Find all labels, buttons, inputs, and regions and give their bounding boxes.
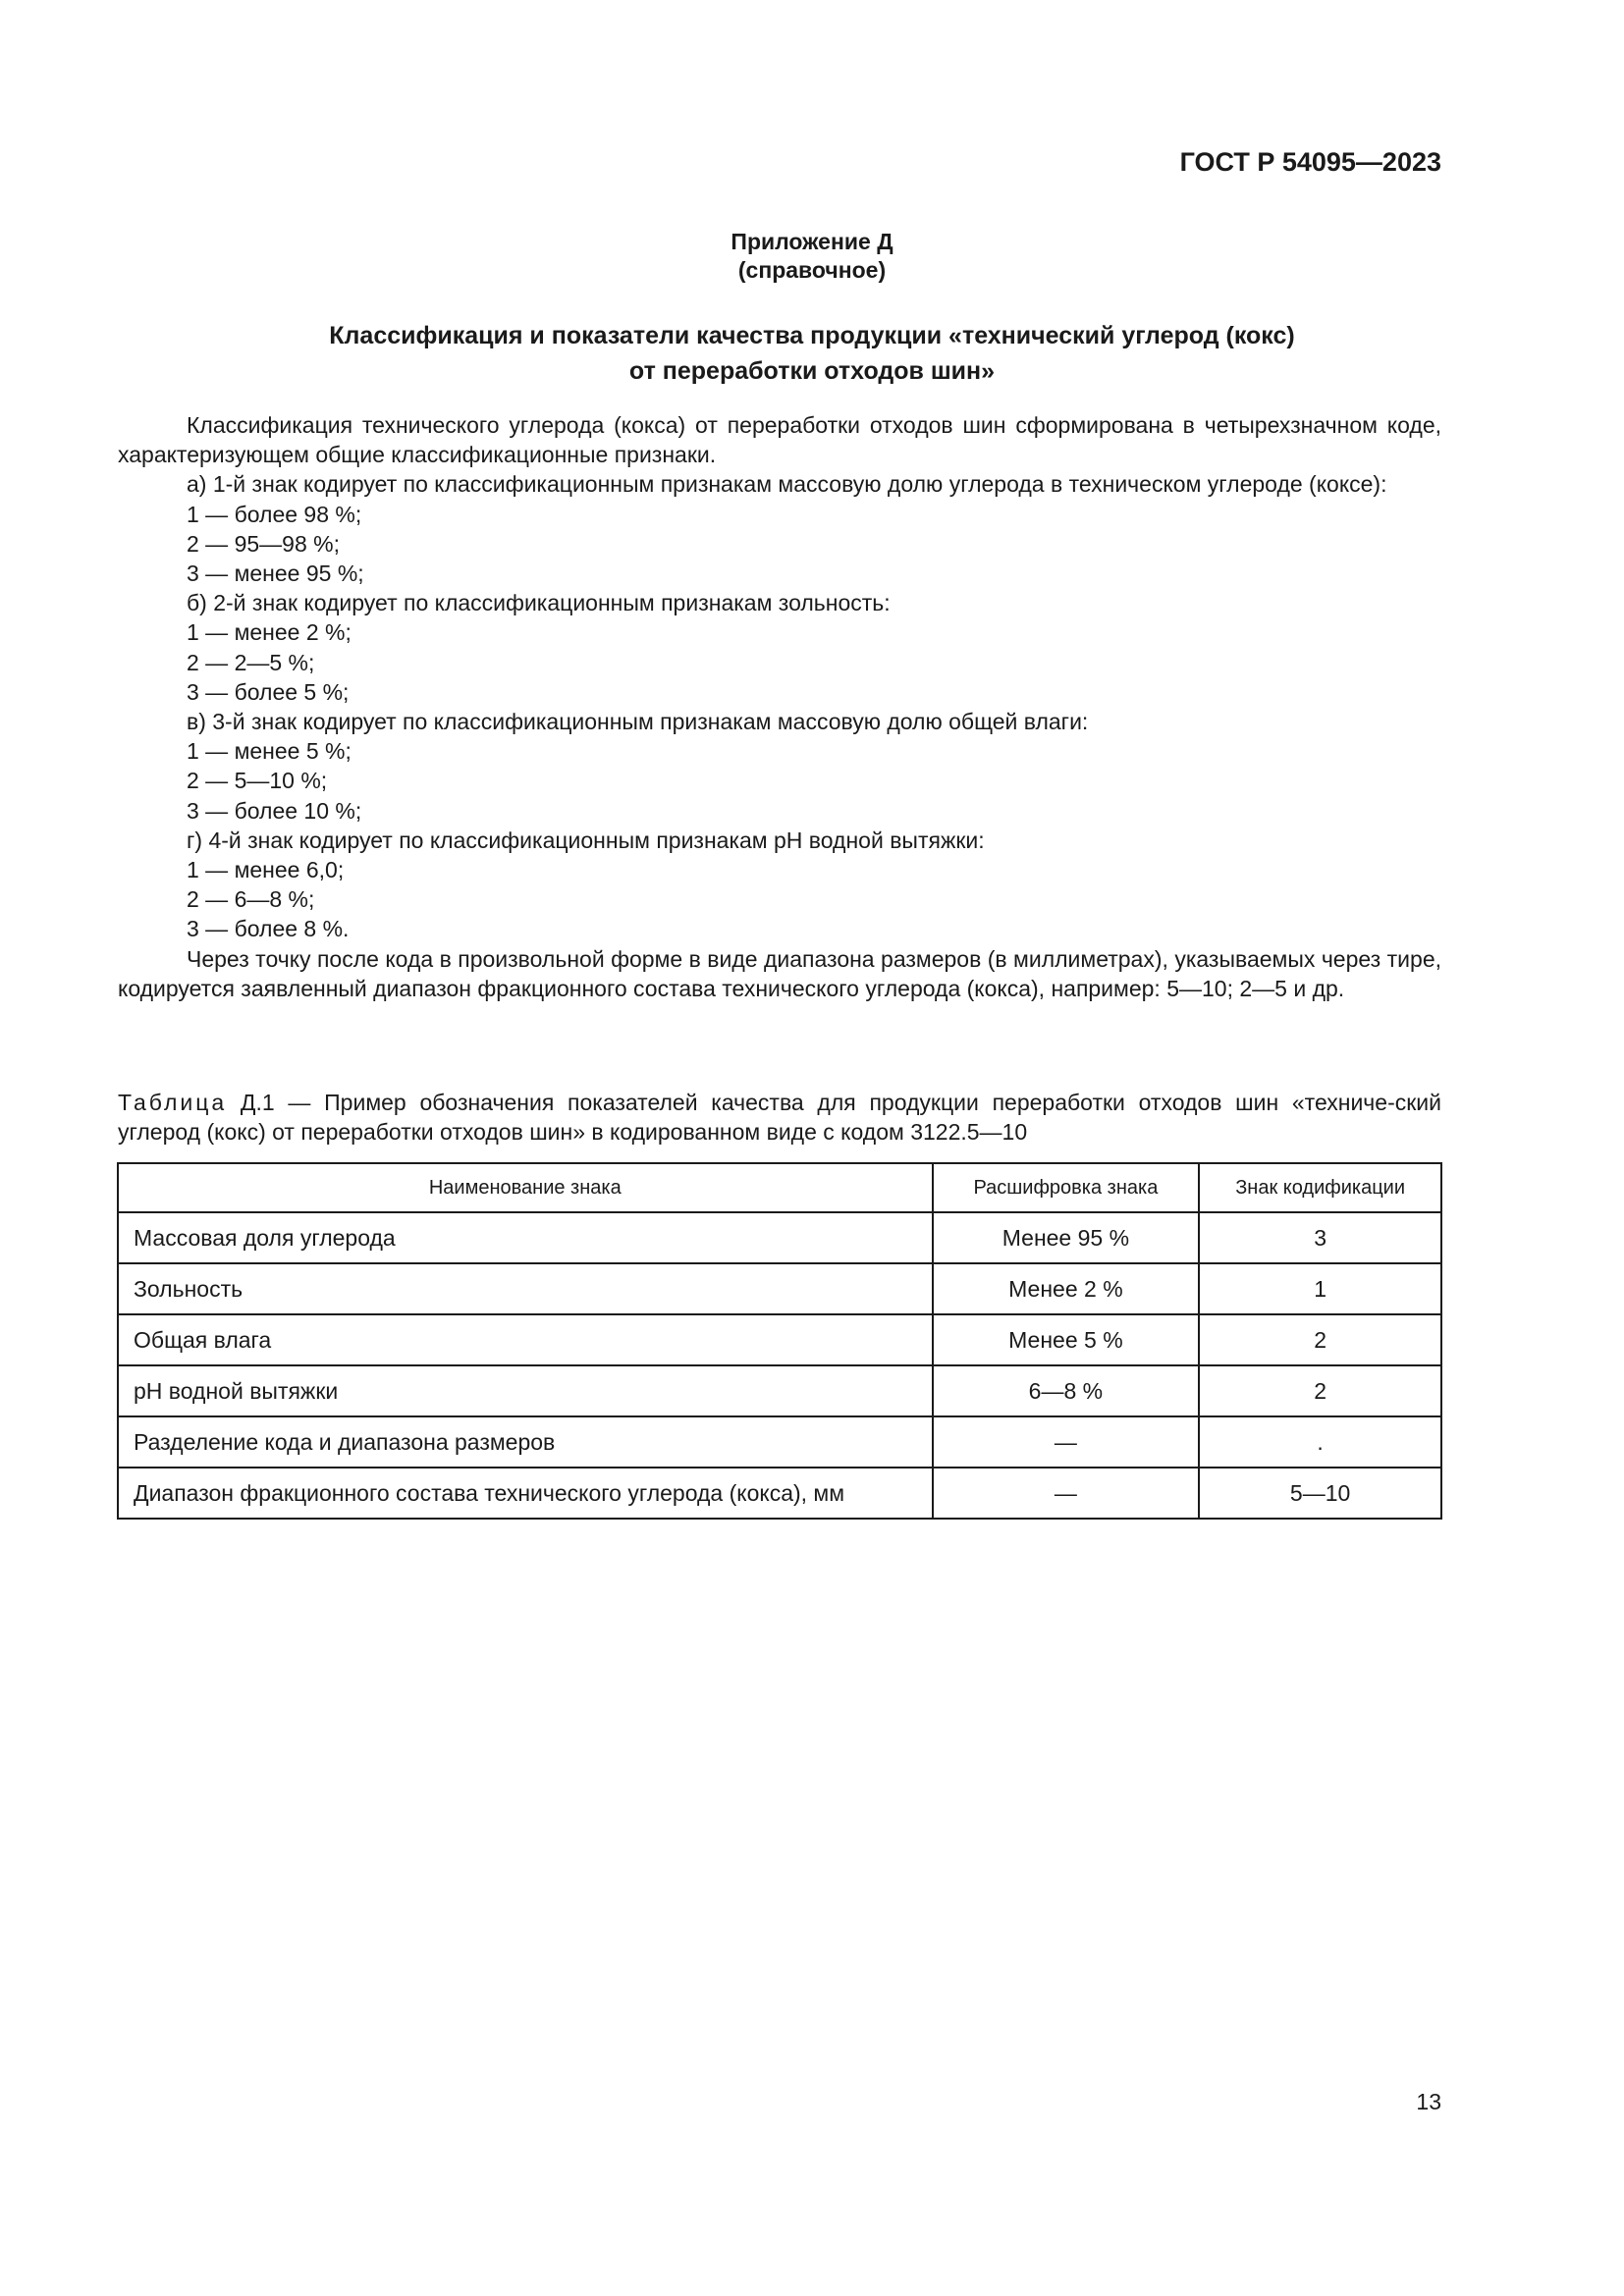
document-code: ГОСТ Р 54095—2023 xyxy=(1179,147,1441,177)
table-row xyxy=(118,1416,1441,1468)
cell-name: Общая влага xyxy=(118,1314,933,1365)
cell-code: 2 xyxy=(1199,1314,1441,1365)
item-v-option: 1 — менее 5 %; xyxy=(187,738,352,765)
table-caption-text: Д.1 — Пример обозначения показателей качества для продукции переработки отходов шин «техниче-ский углерод (кокс) от переработки отходов шин» в кодированном виде с кодом 3122.5—10 xyxy=(118,1090,1441,1145)
item-a-heading: а) 1-й знак кодирует по классификационным признакам массовую долю углерода в техническом углероде (коксе): xyxy=(187,471,1387,498)
cell-code: . xyxy=(1199,1416,1441,1468)
item-g-option: 2 — 6—8 %; xyxy=(187,886,315,913)
cell-name: Разделение кода и диапазона размеров xyxy=(118,1416,933,1468)
item-b-option: 3 — более 5 %; xyxy=(187,678,350,705)
cell-decoding: Менее 5 % xyxy=(933,1314,1200,1365)
intro-paragraph: Классификация технического углерода (кокса) от переработки отходов шин сформирована в четырехзначном коде, характеризующем общие классификационные признаки. xyxy=(118,412,1441,468)
table-caption-label: Таблица xyxy=(118,1090,228,1115)
cell-decoding: Менее 95 % xyxy=(933,1212,1200,1263)
table-caption xyxy=(118,1088,1441,1147)
cell-code: 2 xyxy=(1199,1365,1441,1416)
section-title-line-1: Классификация и показатели качества продукции «технический углерод (кокс) xyxy=(329,322,1295,349)
code-table xyxy=(117,1162,1442,1520)
section-title xyxy=(0,318,1624,389)
column-header-name: Наименование знака xyxy=(118,1163,933,1212)
item-g-heading: г) 4-й знак кодирует по классификационным признакам pH водной вытяжки: xyxy=(187,827,985,853)
page-number: 13 xyxy=(1416,2089,1441,2114)
cell-code: 1 xyxy=(1199,1263,1441,1314)
appendix-heading xyxy=(0,228,1624,285)
cell-name: pH водной вытяжки xyxy=(118,1365,933,1416)
appendix-title: Приложение Д xyxy=(731,229,893,254)
cell-code: 3 xyxy=(1199,1212,1441,1263)
cell-code: 5—10 xyxy=(1199,1468,1441,1519)
item-a-option: 2 — 95—98 %; xyxy=(187,530,340,557)
table-header-row xyxy=(118,1163,1441,1212)
item-a-option: 3 — менее 95 %; xyxy=(187,561,364,587)
item-g-option: 3 — более 8 %. xyxy=(187,916,350,942)
table-row xyxy=(118,1263,1441,1314)
cell-decoding: — xyxy=(933,1416,1200,1468)
cell-decoding: 6—8 % xyxy=(933,1365,1200,1416)
cell-name: Зольность xyxy=(118,1263,933,1314)
item-g-option: 1 — менее 6,0; xyxy=(187,857,345,883)
item-v-option: 2 — 5—10 %; xyxy=(187,768,328,794)
item-b-option: 2 — 2—5 %; xyxy=(187,649,315,675)
item-b-option: 1 — менее 2 %; xyxy=(187,619,352,646)
cell-decoding: Менее 2 % xyxy=(933,1263,1200,1314)
table-row xyxy=(118,1468,1441,1519)
cell-name: Массовая доля углерода xyxy=(118,1212,933,1263)
cell-decoding: — xyxy=(933,1468,1200,1519)
table-row xyxy=(118,1314,1441,1365)
item-a-option: 1 — более 98 %; xyxy=(187,501,362,527)
item-v-heading: в) 3-й знак кодирует по классификационным признакам массовую долю общей влаги: xyxy=(187,709,1089,735)
cell-name: Диапазон фракционного состава технического углерода (кокса), мм xyxy=(118,1468,933,1519)
body-text xyxy=(118,410,1441,1003)
column-header-decoding: Расшифровка знака xyxy=(933,1163,1200,1212)
closing-paragraph: Через точку после кода в произвольной форме в виде диапазона размеров (в миллиметрах), указываемых через тире, кодируется заявленный диапазон фракционного состава технического углерода (кокса), например: 5—10; 2—5 и др. xyxy=(118,945,1441,1001)
table-row xyxy=(118,1365,1441,1416)
table-row xyxy=(118,1212,1441,1263)
section-title-line-2: от переработки отходов шин» xyxy=(628,357,996,385)
column-header-code: Знак кодификации xyxy=(1199,1163,1441,1212)
item-b-heading: б) 2-й знак кодирует по классификационным признакам зольность: xyxy=(187,590,891,616)
appendix-subtitle: (справочное) xyxy=(737,257,887,283)
item-v-option: 3 — более 10 %; xyxy=(187,797,362,824)
